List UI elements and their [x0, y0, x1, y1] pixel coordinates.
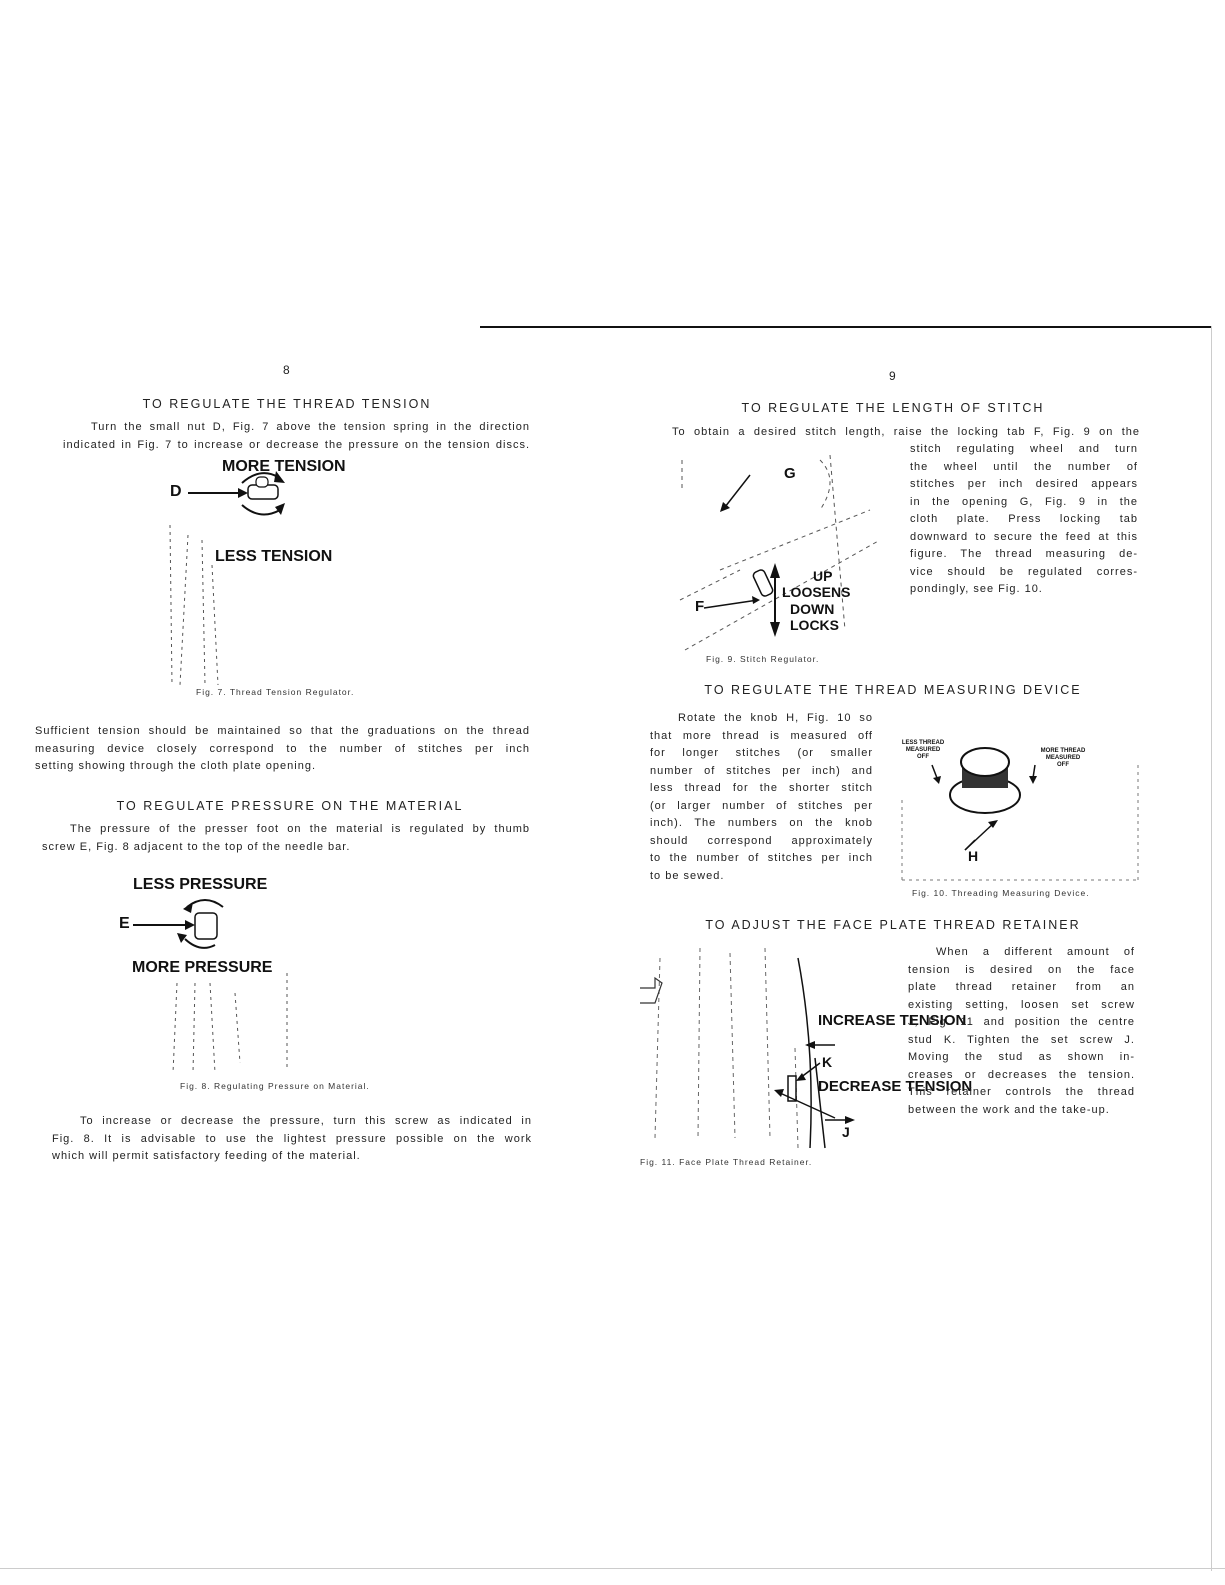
text-line: to be sewed.: [650, 869, 725, 882]
page-edge: [1211, 326, 1212, 1571]
text-line: that more thread is measured off: [650, 729, 873, 742]
figure-caption: Fig. 8. Regulating Pressure on Material.: [180, 1081, 370, 1091]
figure-7-thread-tension-regulator: [150, 455, 370, 685]
page-top-rule: [480, 326, 1212, 328]
screw-e-label: E: [119, 915, 130, 932]
paragraph-first-line: [672, 424, 1140, 442]
text-line: pondingly, see Fig. 10.: [910, 583, 1043, 595]
page-number: 8: [283, 363, 290, 377]
text-line: stitches per inch desired appears: [910, 478, 1138, 490]
measuring-knob-illustration: [900, 740, 1140, 885]
figure-8-pressure-screw: [115, 873, 315, 1078]
loosens-label: LOOSENS: [782, 584, 851, 600]
text-line: vice should be regulated corres-: [910, 565, 1138, 578]
stud-k-label: K: [822, 1054, 833, 1070]
text-line: indicated in Fig. 7 to increase or decrease the pressure on the tension discs.: [63, 438, 530, 451]
paragraph: [910, 441, 1138, 599]
section-heading: TO REGULATE THE THREAD MEASURING DEVICE: [704, 683, 1082, 697]
knob-h-label: H: [968, 848, 979, 864]
text-line: between the work and the take-up.: [908, 1103, 1110, 1116]
more-pressure-label: MORE PRESSURE: [132, 959, 273, 976]
text-line: stitch regulating wheel and turn: [910, 443, 1138, 455]
text-line: This retainer controls the thread: [908, 1086, 1135, 1098]
text-line: number of stitches per inch) and: [650, 764, 873, 777]
nut-d-label: D: [170, 483, 182, 500]
locks-label: LOCKS: [790, 617, 839, 633]
paragraph: [650, 710, 873, 885]
text-line: downward to secure the feed at this: [910, 530, 1138, 543]
figure-caption: Fig. 7. Thread Tension Regulator.: [196, 687, 355, 697]
text-line: creases or decreases the tension.: [908, 1068, 1135, 1081]
text-line: less thread for the shorter stitch: [650, 782, 873, 794]
text-line: figure. The thread measuring de-: [910, 548, 1138, 560]
text-line: cloth plate. Press locking tab: [910, 513, 1138, 525]
text-line: existing setting, loosen set screw: [908, 998, 1135, 1011]
decrease-tension-label: DECREASE TENSION: [818, 1078, 973, 1095]
paragraph: [35, 723, 530, 776]
opening-g-label: G: [784, 465, 796, 482]
text-line: which will permit satisfactory feeding of the material.: [52, 1150, 361, 1162]
tab-f-label: F: [695, 598, 705, 615]
text-line: plate thread retainer from an: [908, 981, 1135, 993]
text-line: in the opening G, Fig. 9 in the: [910, 495, 1138, 508]
figure-11-face-plate-retainer: [640, 948, 973, 1148]
figure-caption: Fig. 10. Threading Measuring Device.: [912, 888, 1090, 898]
text-line: When a different amount of: [936, 946, 1135, 958]
section-heading: TO REGULATE THE THREAD TENSION: [142, 397, 432, 411]
page-number: 9: [889, 369, 896, 383]
section-heading: TO REGULATE PRESSURE ON THE MATERIAL: [116, 799, 464, 813]
text-line: Turn the small nut D, Fig. 7 above the tension spring in the direction: [91, 421, 530, 433]
down-label: DOWN: [790, 601, 835, 617]
text-line: Rotate the knob H, Fig. 10 so: [678, 712, 873, 724]
less-thread-label: LESS THREAD MEASURED OFF: [901, 740, 945, 760]
text-line: inch). The numbers on the knob: [650, 817, 873, 829]
text-line: Fig. 8. It is advisable to use the lightest pressure possible on the work: [52, 1132, 532, 1145]
text-line: tension is desired on the face: [908, 963, 1135, 976]
text-line: Sufficient tension should be maintained so that the graduations on the thread: [35, 725, 530, 737]
text-line: for longer stitches (or smaller: [650, 747, 873, 759]
text-line: J, Fig. 11 and position the centre: [908, 1016, 1135, 1028]
text-line: measuring device closely correspond to the number of stitches per inch: [35, 742, 530, 755]
text-line: To obtain a desired stitch length, raise the locking tab F, Fig. 9 on the: [672, 426, 1140, 438]
more-tension-label: MORE TENSION: [222, 458, 346, 475]
text-line: to the number of stitches per inch: [650, 852, 873, 864]
more-thread-label: MORE THREAD MEASURED OFF: [1040, 748, 1086, 768]
paragraph: [63, 419, 530, 454]
less-pressure-label: LESS PRESSURE: [133, 876, 268, 893]
text-line: the wheel until the number of: [910, 460, 1138, 473]
figure-10-thread-measuring-device: [900, 740, 1140, 885]
text-line: To increase or decrease the pressure, turn this screw as indicated in: [80, 1115, 532, 1127]
up-label: UP: [813, 568, 833, 584]
figure-9-stitch-regulator: [680, 450, 900, 645]
text-line: (or larger number of stitches per: [650, 799, 873, 812]
paragraph: [42, 821, 530, 856]
figure-caption: Fig. 9. Stitch Regulator.: [706, 654, 820, 664]
increase-tension-label: INCREASE TENSION: [818, 1012, 967, 1029]
page-bottom-edge: [0, 1568, 1225, 1569]
tension-knob-illustration: [150, 455, 370, 685]
figure-caption: Fig. 11. Face Plate Thread Retainer.: [640, 1157, 813, 1167]
paragraph: [908, 944, 1135, 1119]
text-line: screw E, Fig. 8 adjacent to the top of the needle bar.: [42, 840, 351, 853]
less-tension-label: LESS TENSION: [215, 548, 333, 565]
paragraph: [52, 1113, 532, 1166]
section-heading: TO ADJUST THE FACE PLATE THREAD RETAINER: [705, 918, 1081, 932]
text-line: setting showing through the cloth plate opening.: [35, 760, 316, 772]
screw-j-label: J: [842, 1124, 850, 1140]
section-heading: TO REGULATE THE LENGTH OF STITCH: [741, 401, 1045, 415]
text-line: stud K. Tighten the set screw J.: [908, 1033, 1135, 1046]
text-line: Moving the stud as shown in-: [908, 1051, 1135, 1063]
face-plate-illustration: [640, 948, 973, 1148]
text-line: should correspond approximately: [650, 834, 873, 847]
text-line: The pressure of the presser foot on the material is regulated by thumb: [70, 823, 530, 835]
